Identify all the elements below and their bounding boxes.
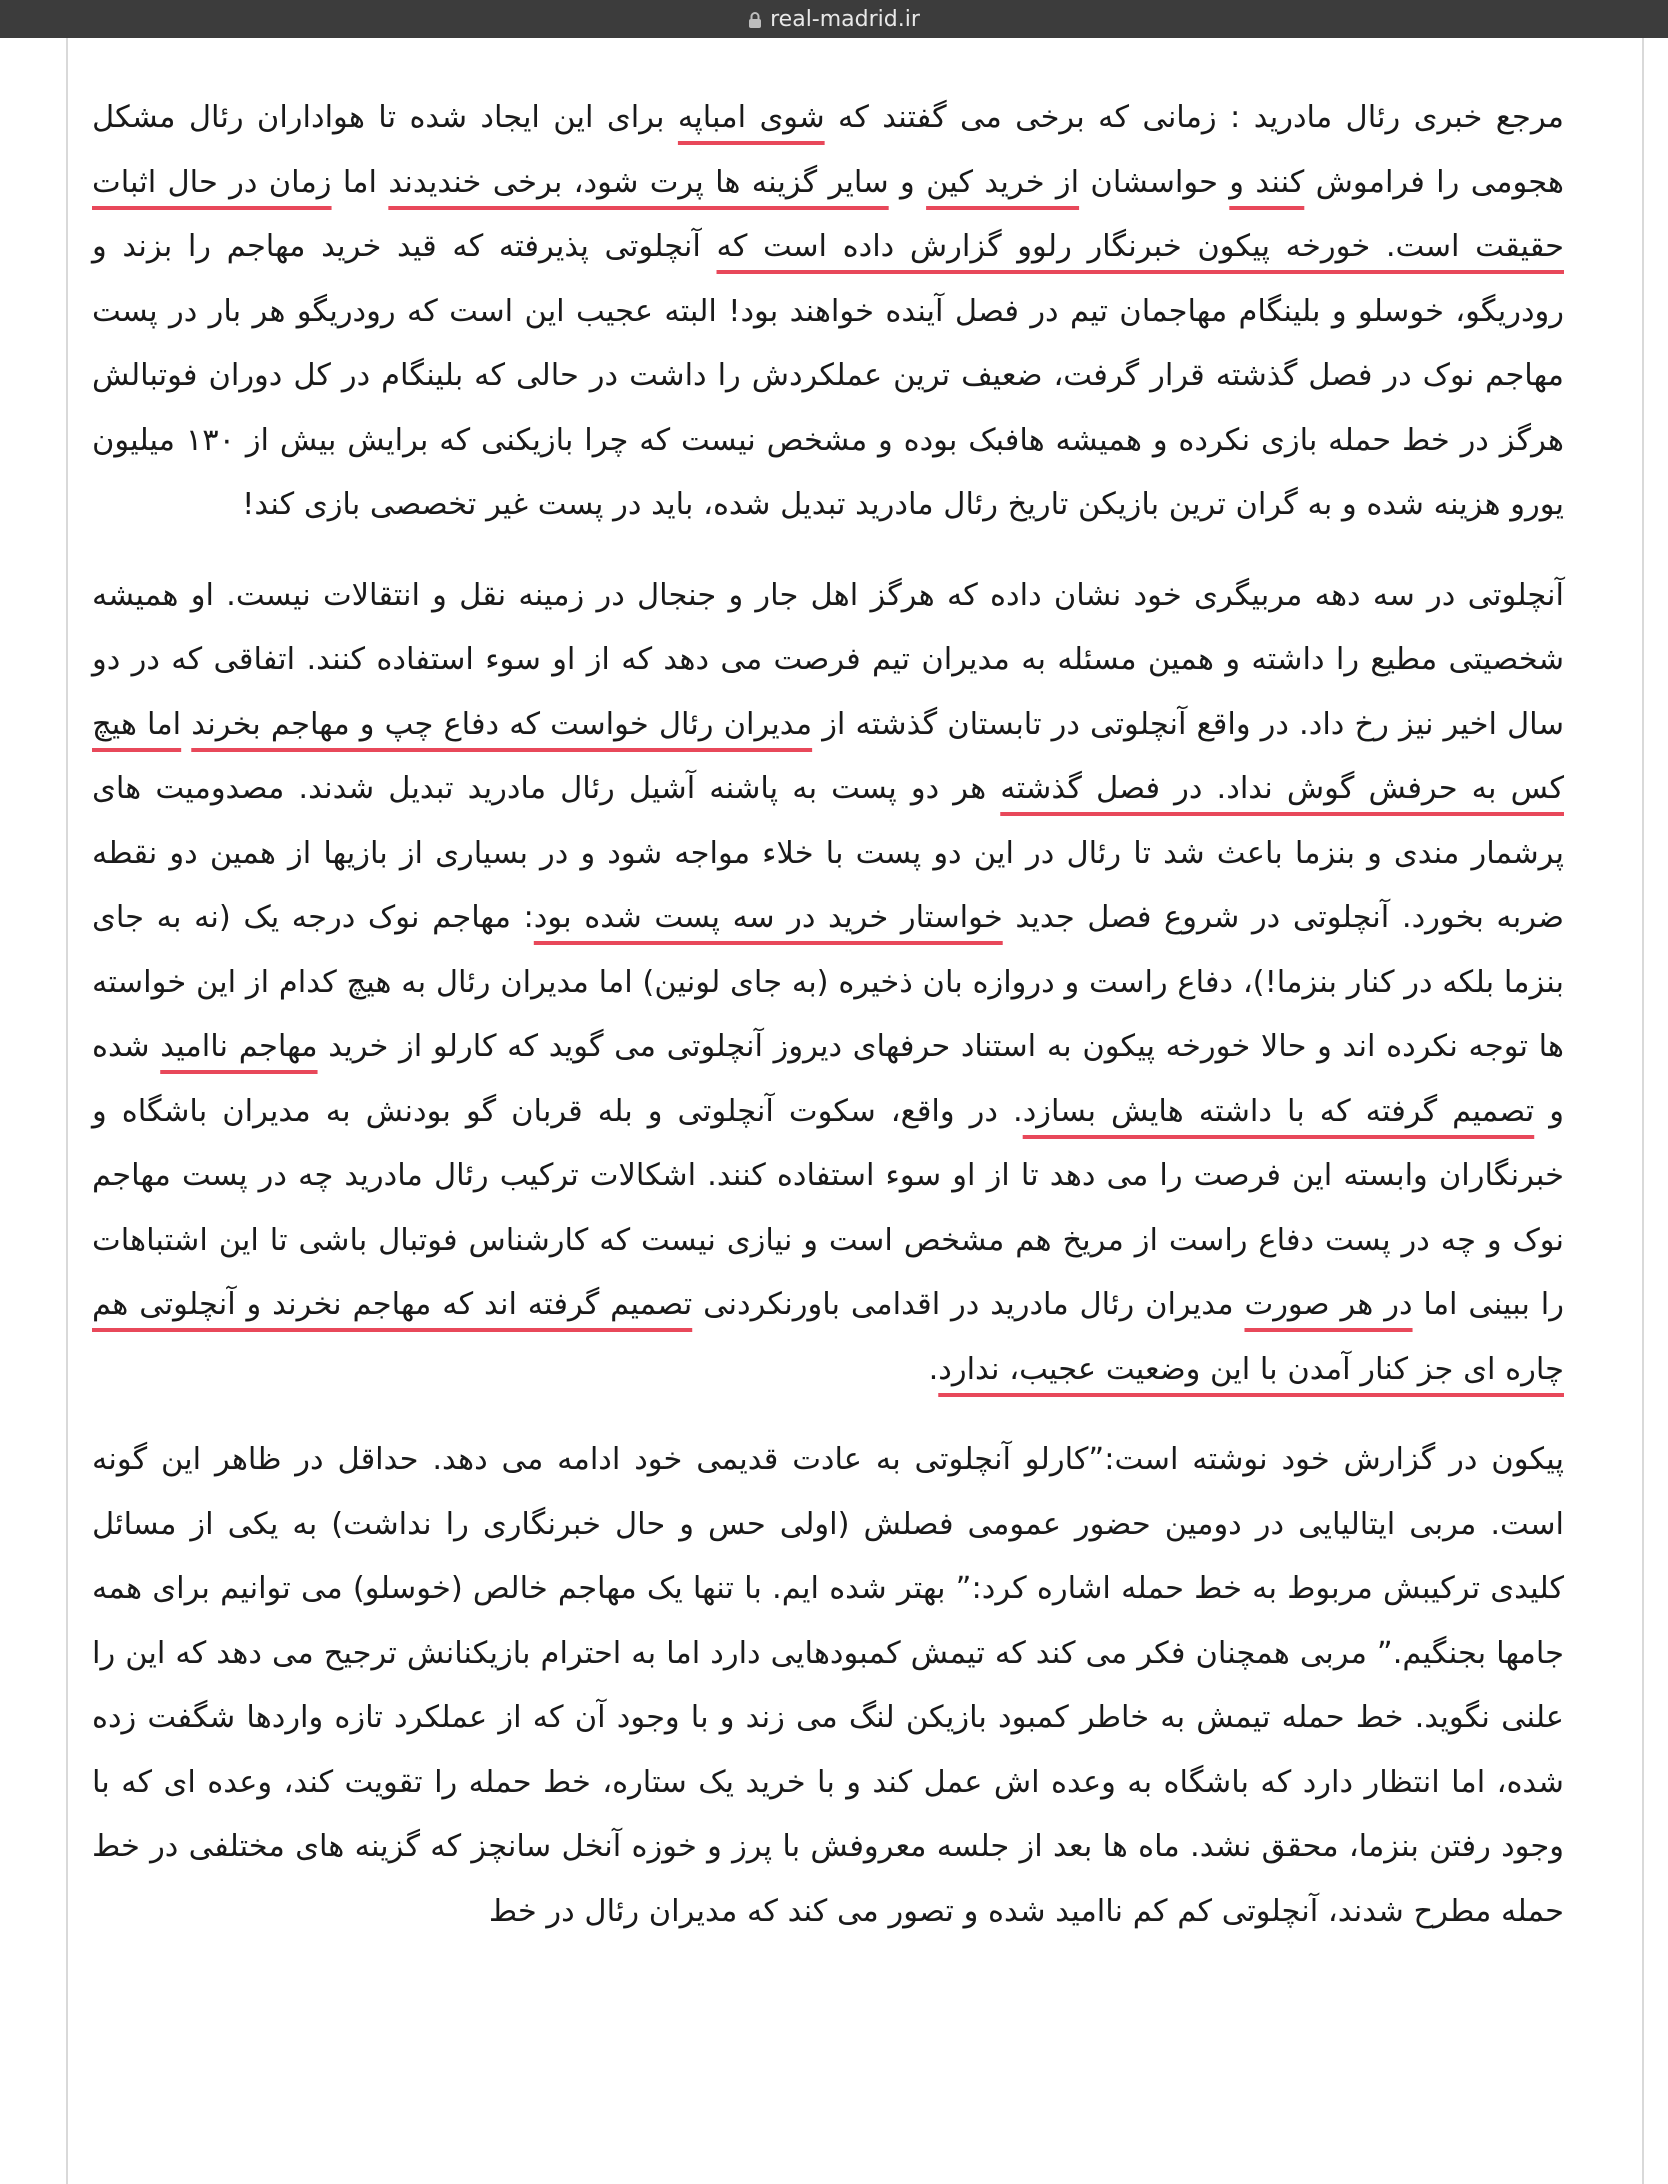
text-run: شده و <box>92 1029 1564 1129</box>
text-run: آنچلوتی در سه دهه مربیگری خود نشان داده که هرگز اهل جار و جنجال در زمینه نقل و انتقالات نیست. او همیشه شخصیتی مطیع را داشته و همین مسئله به مدیران تیم فرصت می دهد که از او سوء استفاده کنند. اتفاقی که در دو سال اخیر نیز رخ داد. در واقع آنچلوتی در تابستان گذشته از <box>92 577 1565 742</box>
highlighted-phrase: مدیران رئال خواست که دفاع چپ و مهاجم بخرند <box>191 706 813 742</box>
article-paragraph-1 <box>92 86 1564 538</box>
article-body <box>92 86 1564 1970</box>
text-run: هر دو پست به پاشنه آشیل رئال مادرید تبدیل شدند. مصدومیت های پرشمار مندی و بنزما باعث شد تا رئال در این دو پست با خلاء مواجه شود و در بسیاری از بازیها از همین دو نقطه ضربه بخورد. آنچلوتی در شروع فصل جدید <box>92 771 1564 935</box>
highlighted-phrase: خواستار خرید در سه پست شده بود <box>533 900 1003 935</box>
text-run: برای این ایجاد شده تا هواداران رئال مشکل هجومی را فراموش <box>92 100 1564 200</box>
text-run: پیکون در گزارش خود نوشته است:”کارلو آنچلوتی به عادت قدیمی خود ادامه می دهد. حداقل در ظاهر این گونه است. مربی ایتالیایی در دومین حضور عمومی فصلش (اولی حس و حال خبرنگاری را نداشت) به یکی از مسائل کلیدی ترکیبش مربوط به خط حمله اشاره کرد:” بهتر شده ایم. با تنها یک مهاجم خالص (خوسلو) می توانیم برای همه جامها بجنگیم.” مربی همچنان فکر می کند که تیمش کمبودهایی دارد اما به احترام بازیکنانش ترجیح می دهد که این را علنی نگوید. خط حمله تیمش به خاطر کمبود بازیکن لنگ می زند و با وجود آن که از عملکرد تازه واردها شگفت زده شده، اما انتظار دارد که باشگاه به وعده اش عمل کند و با خرید یک ستاره، خط حمله را تقویت کند، وعده ای که با وجود رفتن بنزما، محقق نشد. ماه ها بعد از جلسه معروفش با پرز و خوزه آنخل سانچز که گزینه های مختلفی در خط حمله مطرح شدند، آنچلوتی کم کم ناامید شده و تصور می کند که مدیران رئال در خط <box>92 1442 1564 1929</box>
highlighted-phrase: مهاجم ناامید <box>160 1029 318 1064</box>
text-run: . در واقع، سکوت آنچلوتی و بله قربان گو بودنش به مدیران باشگاه و خبرنگاران وابسته این فرصت را می دهد تا از او سوء استفاده کنند. اشکالات ترکیب رئال مادرید چه در پست مهاجم نوک و چه در پست دفاع راست از مریخ هم مشخص است و نیازی نیست که کارشناس فوتبال باشی تا این اشتباهات را ببینی اما <box>92 1093 1564 1322</box>
text-run: و <box>888 164 927 200</box>
text-run: حواسشان <box>1079 164 1230 200</box>
highlighted-phrase: زمان در حال اثبات حقیقت است. خورخه پیکون خبرنگار رلوو گزارش داده است که <box>92 164 1564 264</box>
article-paragraph-2 <box>92 564 1564 1403</box>
highlighted-phrase: تصمیم گرفته که با داشته هایش بسازد <box>1022 1093 1535 1129</box>
highlighted-phrase: از خرید کین <box>926 164 1080 200</box>
url-text: real-madrid.ir <box>770 6 920 32</box>
text-run: . <box>928 1351 939 1387</box>
text-run <box>181 707 191 742</box>
highlighted-phrase: در هر صورت <box>1244 1287 1413 1322</box>
highlighted-phrase: کنند و <box>1229 164 1305 200</box>
text-run: اما <box>331 164 389 200</box>
text-run: مرجع خبری رئال مادرید : زمانی که برخی می گفتند که <box>824 100 1564 135</box>
page-viewport <box>0 38 1668 2184</box>
highlighted-phrase: سایر گزینه ها پرت شود، برخی خندیدند <box>388 164 889 200</box>
browser-address-bar[interactable] <box>0 0 1668 38</box>
text-run: : مهاجم نوک درجه یک (نه به جای بنزما بلکه در کنار بنزما!)، دفاع راست و دروازه بان ذخیره (به جای لونین) اما مدیران رئال به هیچ کدام از این خواسته ها توجه نکرده اند و حالا خورخه پیکون به استناد حرفهای دیروز آنچلوتی می گوید که کارلو از خرید <box>92 900 1565 1064</box>
highlighted-phrase: شوی امباپه <box>677 100 825 135</box>
article-paragraph-3 <box>92 1428 1564 1944</box>
text-run: آنچلوتی پذیرفته که قید خرید مهاجم را بزند و رودریگو، خوسلو و بلینگام مهاجمان تیم در فصل آینده خواهند بود! البته عجیب این است که رودریگو هر بار در پست مهاجم نوک در فصل گذشته قرار گرفت، ضعیف ترین عملکردش را داشت در حالی که بلینگام در کل دوران فوتبالش هرگز در خط حمله بازی نکرده و همیشه هافبک بوده و مشخص نیست که چرا بازیکنی که برایش بیش از ۱۳۰ میلیون یورو هزینه شده و به گران ترین بازیکن تاریخ رئال مادرید تبدیل شده، باید در پست غیر تخصصی بازی کند! <box>92 229 1564 522</box>
highlighted-phrase: تصمیم گرفته اند که مهاجم نخرند و آنچلوتی هم چاره ای جز کنار آمدن با این وضعیت عجیب، ندارد <box>92 1287 1564 1387</box>
highlighted-phrase: اما هیچ کس به حرفش گوش نداد. در فصل گذشته <box>92 706 1564 806</box>
text-run: مدیران رئال مادرید در اقدامی باورنکردنی <box>692 1287 1245 1322</box>
lock-icon <box>748 11 762 29</box>
